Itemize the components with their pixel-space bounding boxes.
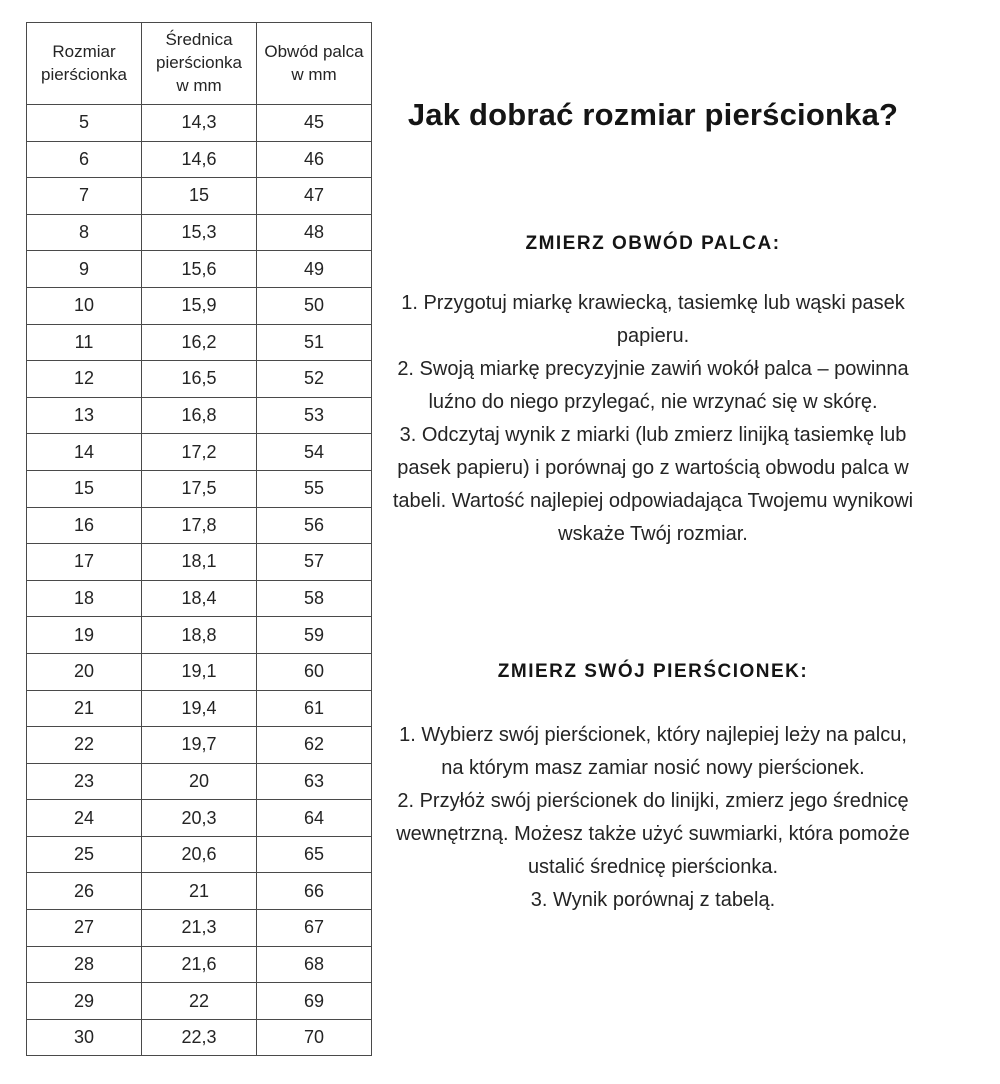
table-cell: 8 xyxy=(27,214,142,251)
table-row xyxy=(27,800,372,837)
table-cell: 16,2 xyxy=(142,324,257,361)
table-cell: 20 xyxy=(142,763,257,800)
table-cell: 6 xyxy=(27,141,142,178)
section-heading-measure-ring: ZMIERZ SWÓJ PIERŚCIONEK: xyxy=(497,661,809,682)
table-cell: 20,3 xyxy=(142,800,257,837)
table-cell: 18,8 xyxy=(142,617,257,654)
ring-size-table-header xyxy=(27,23,372,105)
table-cell: 19,7 xyxy=(142,727,257,764)
table-row xyxy=(27,580,372,617)
table-cell: 61 xyxy=(257,690,372,727)
table-cell: 70 xyxy=(257,1019,372,1056)
table-row xyxy=(27,873,372,910)
table-cell: 17 xyxy=(27,544,142,581)
table-row xyxy=(27,214,372,251)
table-cell: 65 xyxy=(257,836,372,873)
size-table-body xyxy=(27,105,372,1056)
table-row xyxy=(27,324,372,361)
table-cell: 20 xyxy=(27,653,142,690)
instruction-list-measure-finger xyxy=(392,287,914,551)
table-row xyxy=(27,470,372,507)
table-cell: 47 xyxy=(257,178,372,215)
table-cell: 69 xyxy=(257,983,372,1020)
instruction-item: 2. Przyłóż swój pierścionek do linijki, zmierz jego średnicę wewnętrzną. Możesz także użyć suwmiarki, która pomoże ustalić średnicę pierścionka. xyxy=(396,790,910,878)
instruction-item: 1. Przygotuj miarkę krawiecką, tasiemkę lub wąski pasek papieru. xyxy=(401,292,905,347)
table-row xyxy=(27,397,372,434)
table-row xyxy=(27,361,372,398)
ring-size-table xyxy=(26,22,372,1056)
table-cell: 14,6 xyxy=(142,141,257,178)
table-cell: 20,6 xyxy=(142,836,257,873)
table-cell: 23 xyxy=(27,763,142,800)
table-row xyxy=(27,1019,372,1056)
instruction-item: 3. Wynik porównaj z tabelą. xyxy=(530,889,776,911)
table-cell: 15 xyxy=(142,178,257,215)
table-cell: 29 xyxy=(27,983,142,1020)
table-cell: 22,3 xyxy=(142,1019,257,1056)
table-cell: 21 xyxy=(27,690,142,727)
table-cell: 64 xyxy=(257,800,372,837)
column-header-ring-size: Rozmiar pierścionka xyxy=(27,23,142,105)
table-cell: 49 xyxy=(257,251,372,288)
table-cell: 16 xyxy=(27,507,142,544)
table-row xyxy=(27,763,372,800)
table-cell: 15,3 xyxy=(142,214,257,251)
table-cell: 18,1 xyxy=(142,544,257,581)
table-cell: 17,5 xyxy=(142,470,257,507)
table-cell: 12 xyxy=(27,361,142,398)
table-cell: 21,3 xyxy=(142,910,257,947)
table-cell: 68 xyxy=(257,946,372,983)
table-row xyxy=(27,434,372,471)
table-cell: 18,4 xyxy=(142,580,257,617)
table-cell: 15,6 xyxy=(142,251,257,288)
table-row xyxy=(27,287,372,324)
table-row xyxy=(27,653,372,690)
table-cell: 66 xyxy=(257,873,372,910)
table-cell: 21 xyxy=(142,873,257,910)
table-cell: 17,8 xyxy=(142,507,257,544)
column-header-finger-circumference: Obwód palca w mm xyxy=(257,23,372,105)
table-cell: 22 xyxy=(142,983,257,1020)
table-cell: 16,8 xyxy=(142,397,257,434)
table-cell: 48 xyxy=(257,214,372,251)
table-cell: 14,3 xyxy=(142,105,257,142)
table-cell: 57 xyxy=(257,544,372,581)
table-cell: 63 xyxy=(257,763,372,800)
table-row xyxy=(27,690,372,727)
table-cell: 27 xyxy=(27,910,142,947)
table-cell: 16,5 xyxy=(142,361,257,398)
table-row xyxy=(27,105,372,142)
table-cell: 58 xyxy=(257,580,372,617)
table-row xyxy=(27,617,372,654)
table-cell: 56 xyxy=(257,507,372,544)
column-header-ring-diameter: Średnica pierścionka w mm xyxy=(142,23,257,105)
table-cell: 15 xyxy=(27,470,142,507)
table-cell: 18 xyxy=(27,580,142,617)
table-cell: 5 xyxy=(27,105,142,142)
table-row xyxy=(27,983,372,1020)
table-cell: 10 xyxy=(27,287,142,324)
table-cell: 59 xyxy=(257,617,372,654)
table-cell: 19,4 xyxy=(142,690,257,727)
table-cell: 67 xyxy=(257,910,372,947)
instruction-item: 2. Swoją miarkę precyzyjnie zawiń wokół palca – powinna luźno do niego przylegać, nie wrzynać się w skórę. xyxy=(397,358,909,413)
table-cell: 52 xyxy=(257,361,372,398)
table-cell: 15,9 xyxy=(142,287,257,324)
table-cell: 53 xyxy=(257,397,372,434)
table-cell: 22 xyxy=(27,727,142,764)
table-cell: 51 xyxy=(257,324,372,361)
table-cell: 54 xyxy=(257,434,372,471)
table-row xyxy=(27,178,372,215)
instruction-item: 1. Wybierz swój pierścionek, który najlepiej leży na palcu, na którym masz zamiar nosić nowy pierścionek. xyxy=(399,724,907,779)
table-row xyxy=(27,910,372,947)
table-row xyxy=(27,141,372,178)
table-cell: 25 xyxy=(27,836,142,873)
table-cell: 62 xyxy=(257,727,372,764)
table-row xyxy=(27,727,372,764)
section-heading-measure-finger: ZMIERZ OBWÓD PALCA: xyxy=(525,233,781,254)
table-cell: 60 xyxy=(257,653,372,690)
table-cell: 21,6 xyxy=(142,946,257,983)
table-row xyxy=(27,544,372,581)
guide-column xyxy=(392,0,914,1084)
table-header-row xyxy=(27,23,372,105)
table-cell: 45 xyxy=(257,105,372,142)
table-row xyxy=(27,251,372,288)
instruction-item: 3. Odczytaj wynik z miarki (lub zmierz linijką tasiemkę lub pasek papieru) i porównaj go z wartością obwodu palca w tabeli. Wartość najlepiej odpowiadająca Twojemu wynikowi wskaże Twój rozmiar. xyxy=(392,424,914,545)
table-cell: 46 xyxy=(257,141,372,178)
table-cell: 19,1 xyxy=(142,653,257,690)
table-row xyxy=(27,946,372,983)
table-cell: 17,2 xyxy=(142,434,257,471)
table-cell: 19 xyxy=(27,617,142,654)
instruction-list-measure-ring xyxy=(392,719,914,917)
table-cell: 9 xyxy=(27,251,142,288)
table-cell: 7 xyxy=(27,178,142,215)
table-cell: 50 xyxy=(257,287,372,324)
table-cell: 28 xyxy=(27,946,142,983)
table-cell: 26 xyxy=(27,873,142,910)
table-cell: 24 xyxy=(27,800,142,837)
table-row xyxy=(27,507,372,544)
page-title: Jak dobrać rozmiar pierścionka? xyxy=(407,97,899,132)
table-cell: 13 xyxy=(27,397,142,434)
table-cell: 30 xyxy=(27,1019,142,1056)
table-row xyxy=(27,836,372,873)
table-cell: 11 xyxy=(27,324,142,361)
table-cell: 55 xyxy=(257,470,372,507)
table-cell: 14 xyxy=(27,434,142,471)
